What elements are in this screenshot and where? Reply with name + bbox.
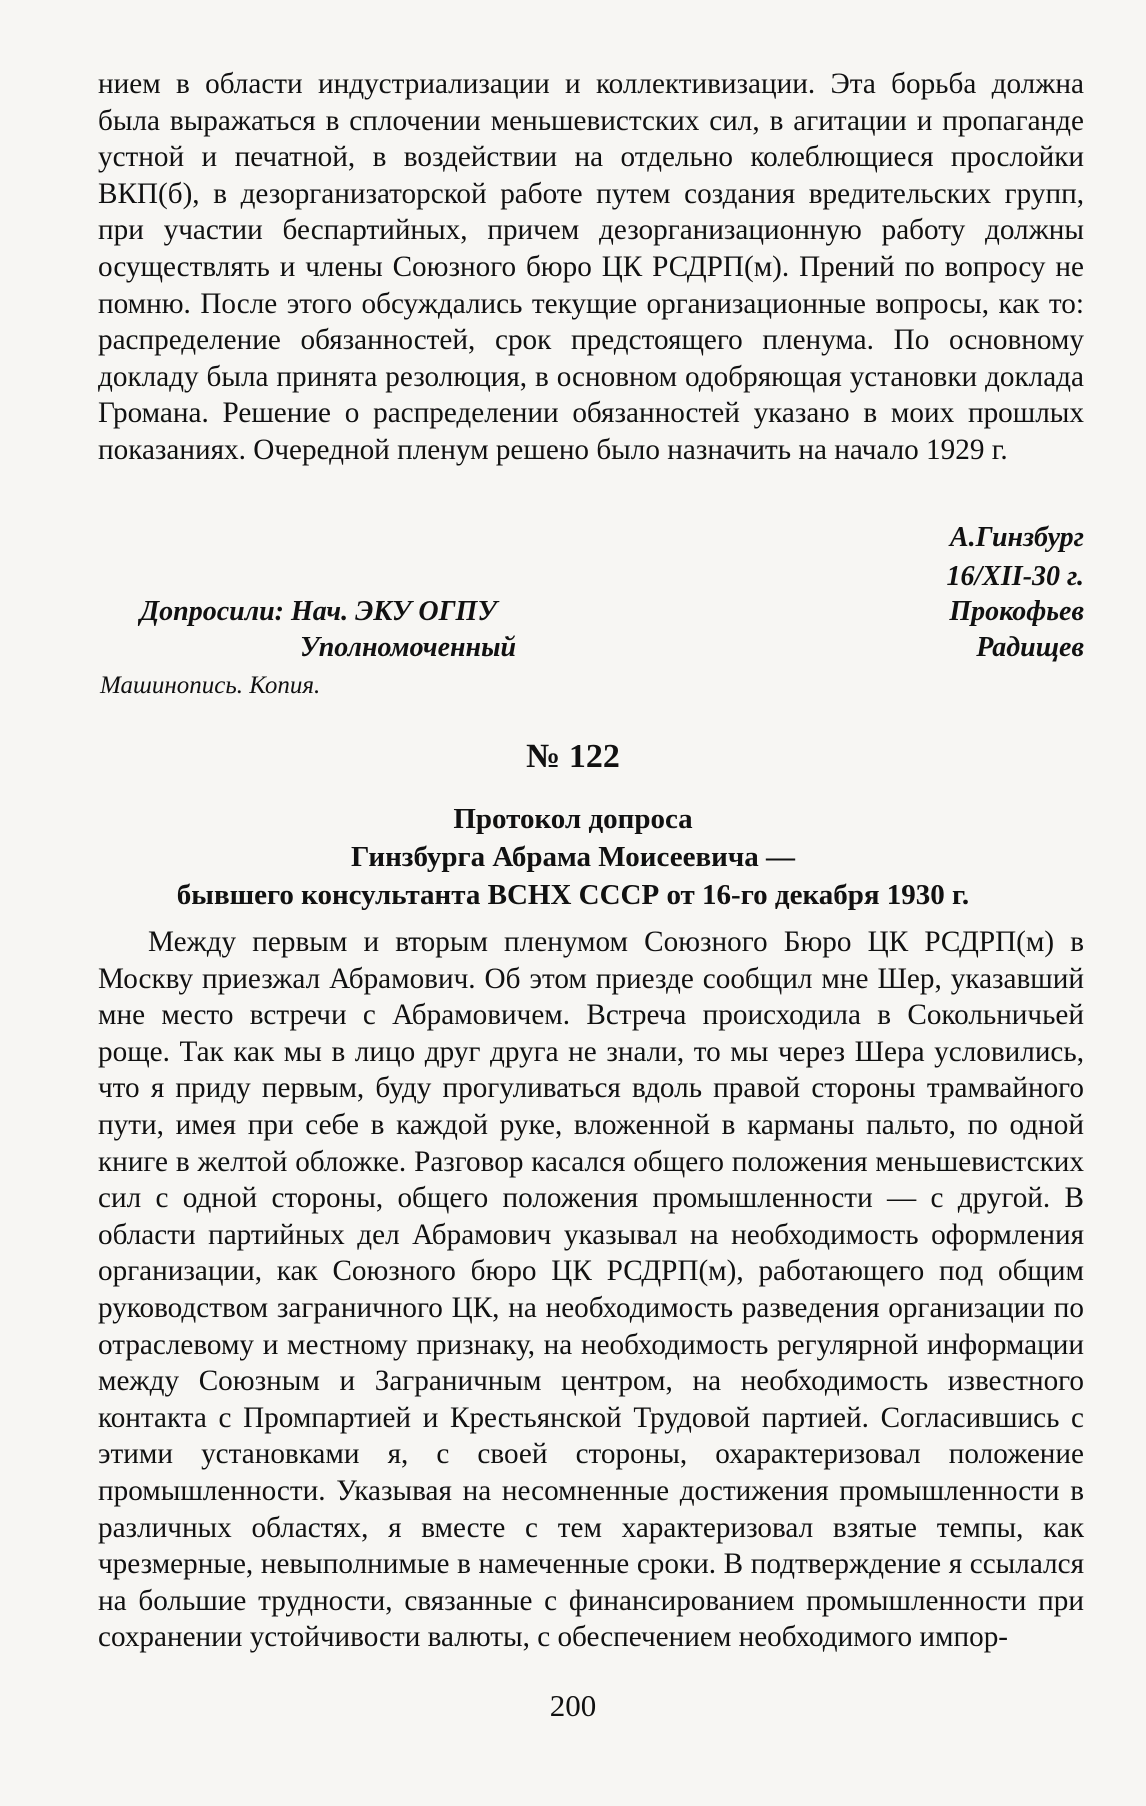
document-number: № 122 [526, 738, 620, 775]
page-number: 200 [549, 1688, 597, 1723]
authorized-position-label: Уполномоченный [300, 632, 517, 663]
intro-paragraph: нием в области индустриализации и коллективизации. Эта борьба должна была выражаться в сплочении меньшевистских сил, в агитации и пропаганде устной и печатной, в воздействии на отдельно колеблющиеся прослойки ВКП(б), в дезорганизаторской работе путем создания вредительских групп, при участии беспартийных, причем дезорганизационную работу должны осуществлять и члены Союзного бюро ЦК РСДРП(м). Прений по вопросу не помню. После этого обсуждались текущие организационные вопросы, как то: распределение обязанностей, срок предстоящего пленума. По основному докладу была принята резолюция, в основном одобряющая установки доклада Громана. Решение о распределении обязанностей указано в моих прошлых показаниях. Очередной пленум решено было назначить на начало 1929 г. [98, 68, 1084, 466]
interrogated-by-label: Допросили: Нач. ЭКУ ОГПУ [140, 596, 497, 627]
signature-name: А.Гинзбург [949, 522, 1084, 553]
title-line-3: бывшего консультанта ВСНХ СССР от 16-го декабря 1930 г. [176, 879, 970, 911]
interrogator-name: Прокофьев [949, 596, 1084, 627]
title-line-1: Протокол допроса [453, 803, 693, 835]
main-paragraph: Между первым и вторым пленумом Союзного Бюро ЦК РСДРП(м) в Москву приезжал Абрамович. Об этом приезде сообщил мне Шер, указавший мне место встречи с Абрамовичем. Встреча происходила в Сокольничьей роще. Так как мы в лицо друг друга не знали, то мы через Шера условились, что я приду первым, буду прогуливаться вдоль правой стороны трамвайного пути, имея при себе в каждой руке, вложенной в карманы пальто, по одной книге в желтой обложке. Разговор касался общего положения меньшевистских сил с одной стороны, общего положения промышленности — с другой. В области партийных дел Абрамович указывал на необходимость оформления организации, как Союзного бюро ЦК РСДРП(м), работающего под общим руководством заграничного ЦК, на необходимость разведения организации по отраслевому и местному признаку, на необходимость регулярной информации между Союзным и Заграничным центром, на необходимость известного контакта с Промпартией и Крестьянской Трудовой партией. Согласившись с этими установками я, с своей стороны, охарактеризовал положение промышленности. Указывая на несомненные достижения промышленности в различных областях, я вместе с тем характеризовал взятые темпы, как чрезмерные, невыполнимые в намеченные сроки. В подтверждение я ссылался на большие трудности, связанные с финансированием промышленности при сохранении устойчивости валюты, с обеспечением необходимого импор- [98, 926, 1084, 1654]
document-title [0, 800, 1146, 914]
signature-date: 16/XII-30 г. [946, 561, 1084, 592]
source-note: Машинопись. Копия. [100, 672, 321, 699]
authorized-name: Радищев [976, 632, 1084, 663]
title-line-2: Гинзбурга Абрама Моисеевича — [351, 841, 795, 873]
